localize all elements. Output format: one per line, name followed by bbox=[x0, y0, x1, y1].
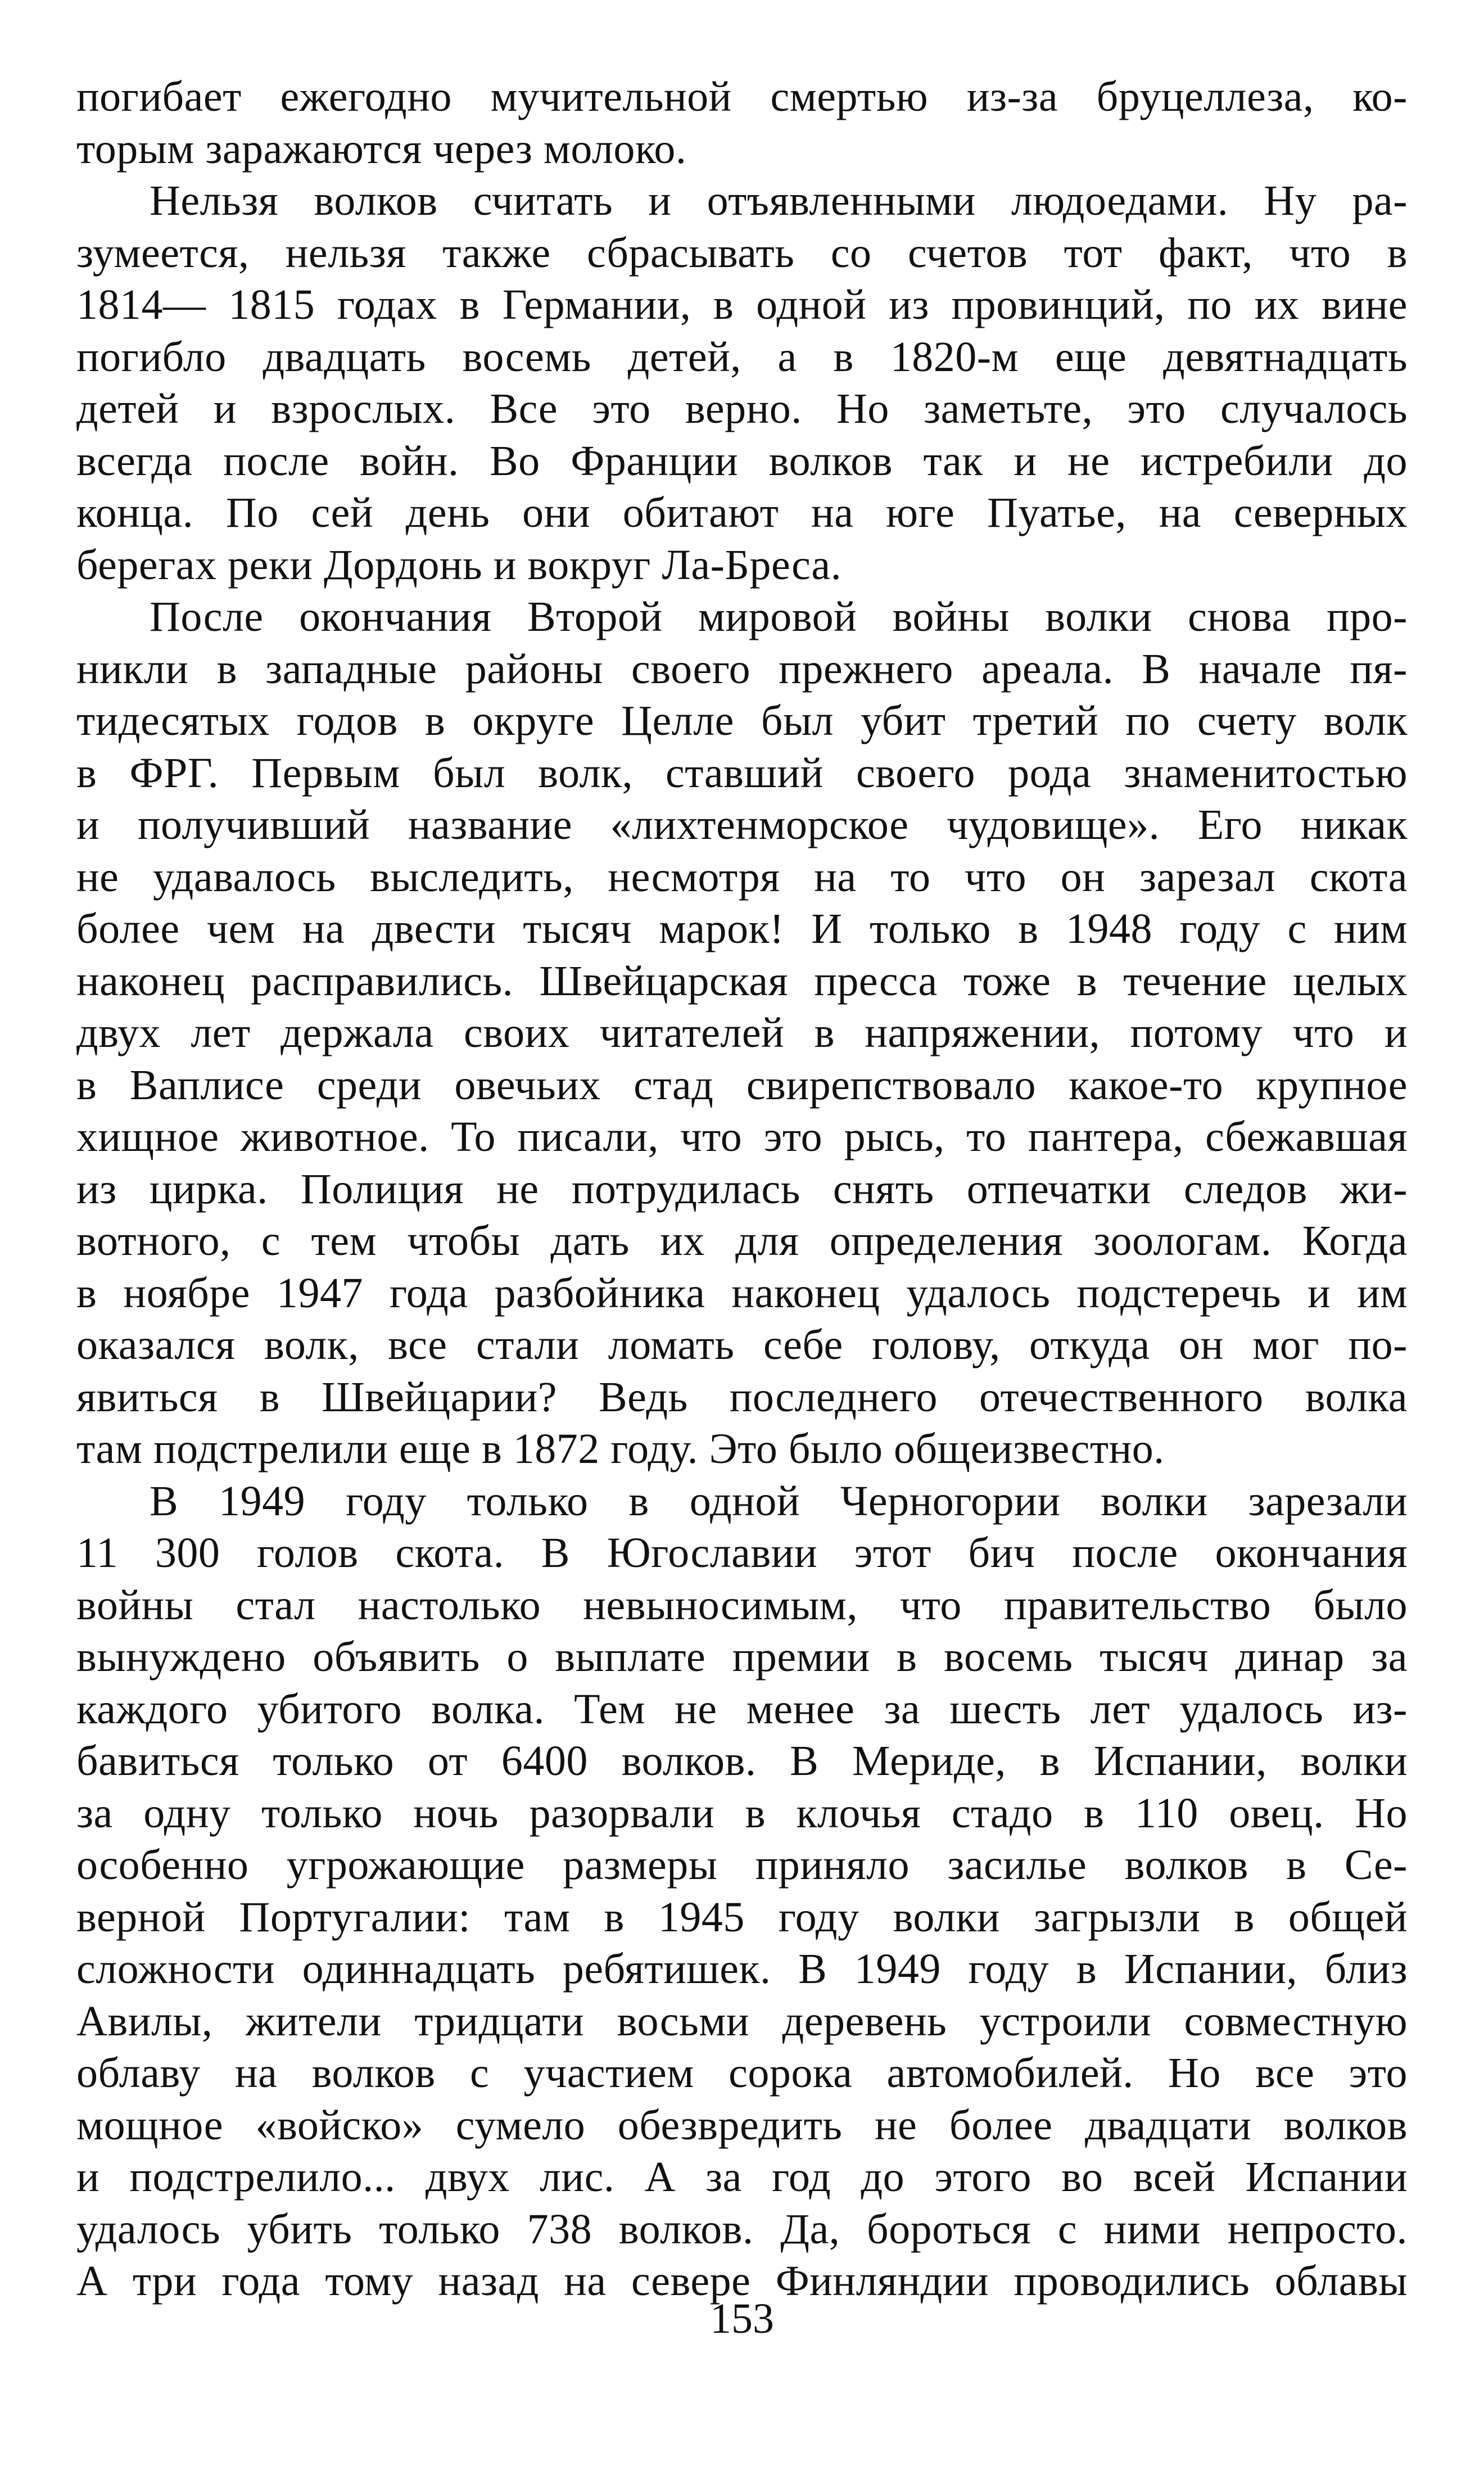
text-line: каждого убитого волка. Тем не менее за шесть лет удалось из- bbox=[76, 1685, 1408, 1733]
text-line: в ФРГ. Первым был волк, ставший своего рода знаменитостью bbox=[76, 749, 1408, 797]
text-line: удалось убить только 738 волков. Да, бороться с ними непросто. bbox=[76, 2205, 1408, 2253]
text-line: конца. По сей день они обитают на юге Пуатье, на северных bbox=[76, 489, 1408, 536]
paragraph-3 bbox=[76, 591, 1408, 1475]
text-line: наконец расправились. Швейцарская пресса тоже в течение целых bbox=[76, 957, 1408, 1005]
text-line: вотного, с тем чтобы дать их для определения зоологам. Когда bbox=[76, 1217, 1408, 1264]
paragraph-2 bbox=[76, 175, 1408, 591]
text-line: Авилы, жители тридцати восьми деревень устроили совместную bbox=[76, 1997, 1408, 2045]
text-line: за одну только ночь разорвали в клочья стадо в 110 овец. Но bbox=[76, 1789, 1408, 1837]
text-line: более чем на двести тысяч марок! И только в 1948 году с ним bbox=[76, 905, 1408, 952]
text-line: в Ваплисе среди овечьих стад свирепствовало какое-то крупное bbox=[76, 1061, 1408, 1109]
text-line: погибает ежегодно мучительной смертью из-за бруцеллеза, ко- bbox=[76, 73, 1408, 120]
page-number: 153 bbox=[710, 2295, 774, 2342]
text-line: В 1949 году только в одной Черногории волки зарезали bbox=[150, 1477, 1408, 1525]
text-line: не удавалось выследить, несмотря на то что он зарезал скота bbox=[76, 853, 1408, 901]
text-line: оказался волк, все стали ломать себе голову, откуда он мог по- bbox=[76, 1321, 1408, 1369]
text-line: После окончания Второй мировой войны волки снова про- bbox=[150, 593, 1408, 640]
text-line: явиться в Швейцарии? Ведь последнего отечественного волка bbox=[76, 1373, 1408, 1421]
text-line: мощное «войско» сумело обезвредить не более двадцати волков bbox=[76, 2101, 1408, 2149]
text-line: хищное животное. То писали, что это рысь, то пантера, сбежавшая bbox=[76, 1113, 1408, 1160]
text-line: из цирка. Полиция не потрудилась снять отпечатки следов жи- bbox=[76, 1165, 1408, 1213]
text-line: двух лет держала своих читателей в напряжении, потому что и bbox=[76, 1009, 1408, 1056]
text-line: тидесятых годов в округе Целле был убит третий по счету волк bbox=[76, 697, 1408, 744]
text-line: А три года тому назад на севере Финляндии проводились облавы bbox=[76, 2257, 1408, 2305]
text-line: особенно угрожающие размеры приняло засилье волков в Се- bbox=[76, 1841, 1408, 1889]
text-line: облаву на волков с участием сорока автомобилей. Но все это bbox=[76, 2049, 1408, 2097]
text-line: всегда после войн. Во Франции волков так и не истребили до bbox=[76, 437, 1408, 485]
text-line: в ноябре 1947 года разбойника наконец удалось подстеречь и им bbox=[76, 1269, 1408, 1317]
text-line: вынуждено объявить о выплате премии в восемь тысяч динар за bbox=[76, 1633, 1408, 1681]
text-line: зумеется, нельзя также сбрасывать со счетов тот факт, что в bbox=[76, 229, 1408, 277]
text-line: детей и взрослых. Все это верно. Но заметьте, это случалось bbox=[76, 385, 1408, 432]
text-line: и подстрелило... двух лис. А за год до этого во всей Испании bbox=[76, 2153, 1408, 2201]
text-line: и получивший название «лихтенморское чудовище». Его никак bbox=[76, 801, 1408, 848]
text-line: торым заражаются через молоко. bbox=[76, 125, 687, 173]
text-line: войны стал настолько невыносимым, что правительство было bbox=[76, 1581, 1408, 1629]
text-line: бавиться только от 6400 волков. В Мериде, в Испании, волки bbox=[76, 1737, 1408, 1785]
page-text bbox=[76, 71, 1408, 2307]
text-line: никли в западные районы своего прежнего ареала. В начале пя- bbox=[76, 645, 1408, 693]
text-line: сложности одиннадцать ребятишек. В 1949 году в Испании, близ bbox=[76, 1945, 1408, 1993]
text-line: верной Португалии: там в 1945 году волки загрызли в общей bbox=[76, 1893, 1408, 1941]
text-line: берегах реки Дордонь и вокруг Ла-Бреса. bbox=[76, 541, 842, 589]
paragraph-4 bbox=[76, 1475, 1408, 2307]
text-line: погибло двадцать восемь детей, а в 1820-м еще девятнадцать bbox=[76, 333, 1408, 381]
text-line: Нельзя волков считать и отъявленными людоедами. Ну ра- bbox=[150, 177, 1408, 224]
paragraph-1 bbox=[76, 71, 1408, 175]
text-line: там подстрелили еще в 1872 году. Это было общеизвестно. bbox=[76, 1425, 1165, 1473]
text-line: 11 300 голов скота. В Югославии этот бич после окончания bbox=[76, 1529, 1408, 1577]
text-line: 1814— 1815 годах в Германии, в одной из провинций, по их вине bbox=[76, 281, 1408, 328]
